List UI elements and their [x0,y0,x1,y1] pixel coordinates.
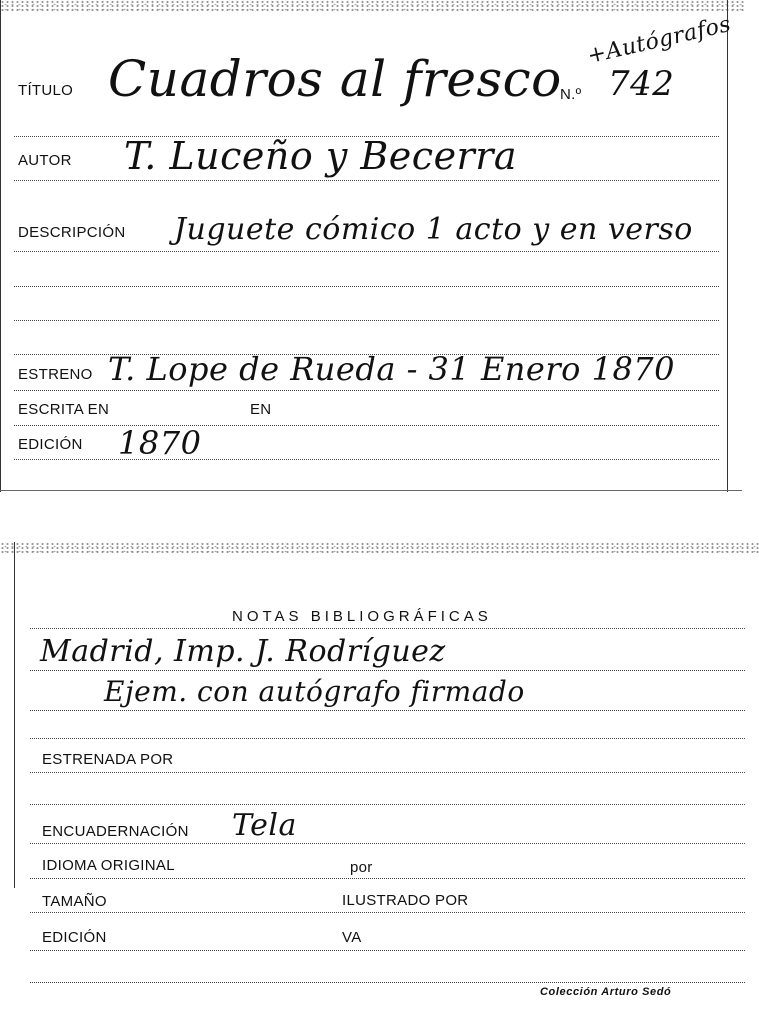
rule-notas-3 [30,738,745,739]
card-left-edge [14,542,15,888]
rule-encuadernacion [30,843,745,844]
notas-heading: NOTAS BIBLIOGRÁFICAS [232,608,492,625]
rule-final [30,982,745,983]
estrenada-por-label: ESTRENADA POR [42,751,174,768]
collection-footer: Colección Arturo Sedó [540,986,672,998]
rule-descripcion-3 [14,320,719,321]
numero-value: 742 [608,64,675,104]
card-top-edge [0,542,759,554]
autor-value: T. Luceño y Becerra [124,134,518,178]
edicion-value: 1870 [118,424,202,462]
card-front-bottom [0,490,742,491]
rule-idioma [30,878,745,879]
en-label: EN [250,401,272,418]
rule-notas-1 [30,670,745,671]
idioma-original-label: IDIOMA ORIGINAL [42,857,175,874]
encuadernacion-value: Tela [232,808,297,843]
catalog-card-front [0,0,745,492]
rule-notas-2 [30,710,745,711]
rule-tamano [30,912,745,913]
catalog-card-back [0,542,759,1028]
rule-edicion [14,459,719,460]
corner-note: +Autógrafos [585,11,734,70]
notas-line-2: Ejem. con autógrafo firmado [104,675,525,708]
titulo-label: TÍTULO [18,82,74,99]
numero-label: N.º [560,86,582,103]
card-right-edge [727,0,728,492]
escrita-en-label: ESCRITA EN [18,401,110,418]
titulo-value: Cuadros al fresco [108,50,562,108]
descripcion-value: Juguete cómico 1 acto y en verso [174,212,693,247]
card-left-edge [0,0,1,492]
card-top-edge [0,0,745,12]
descripcion-label: DESCRIPCIÓN [18,224,126,241]
edicion-label: EDICIÓN [42,929,107,946]
edicion-label: EDICIÓN [18,436,83,453]
va-label: VA [342,929,362,946]
rule-estrenada [30,772,745,773]
autor-label: AUTOR [18,152,72,169]
notas-line-1: Madrid, Imp. J. Rodríguez [40,634,446,669]
encuadernacion-label: ENCUADERNACIÓN [42,823,189,840]
rule-autor [14,180,719,181]
rule-notas [30,628,745,629]
rule-descripcion-2 [14,286,719,287]
rule-descripcion-1 [14,251,719,252]
rule-estreno [14,390,719,391]
ilustrado-por-label: ILUSTRADO POR [342,892,469,909]
rule-edicion-back [30,950,745,951]
rule-blank [30,804,745,805]
estreno-value: T. Lope de Rueda - 31 Enero 1870 [108,350,676,388]
tamano-label: TAMAÑO [42,893,107,910]
estreno-label: ESTRENO [18,366,93,383]
por-label: por [350,859,373,876]
